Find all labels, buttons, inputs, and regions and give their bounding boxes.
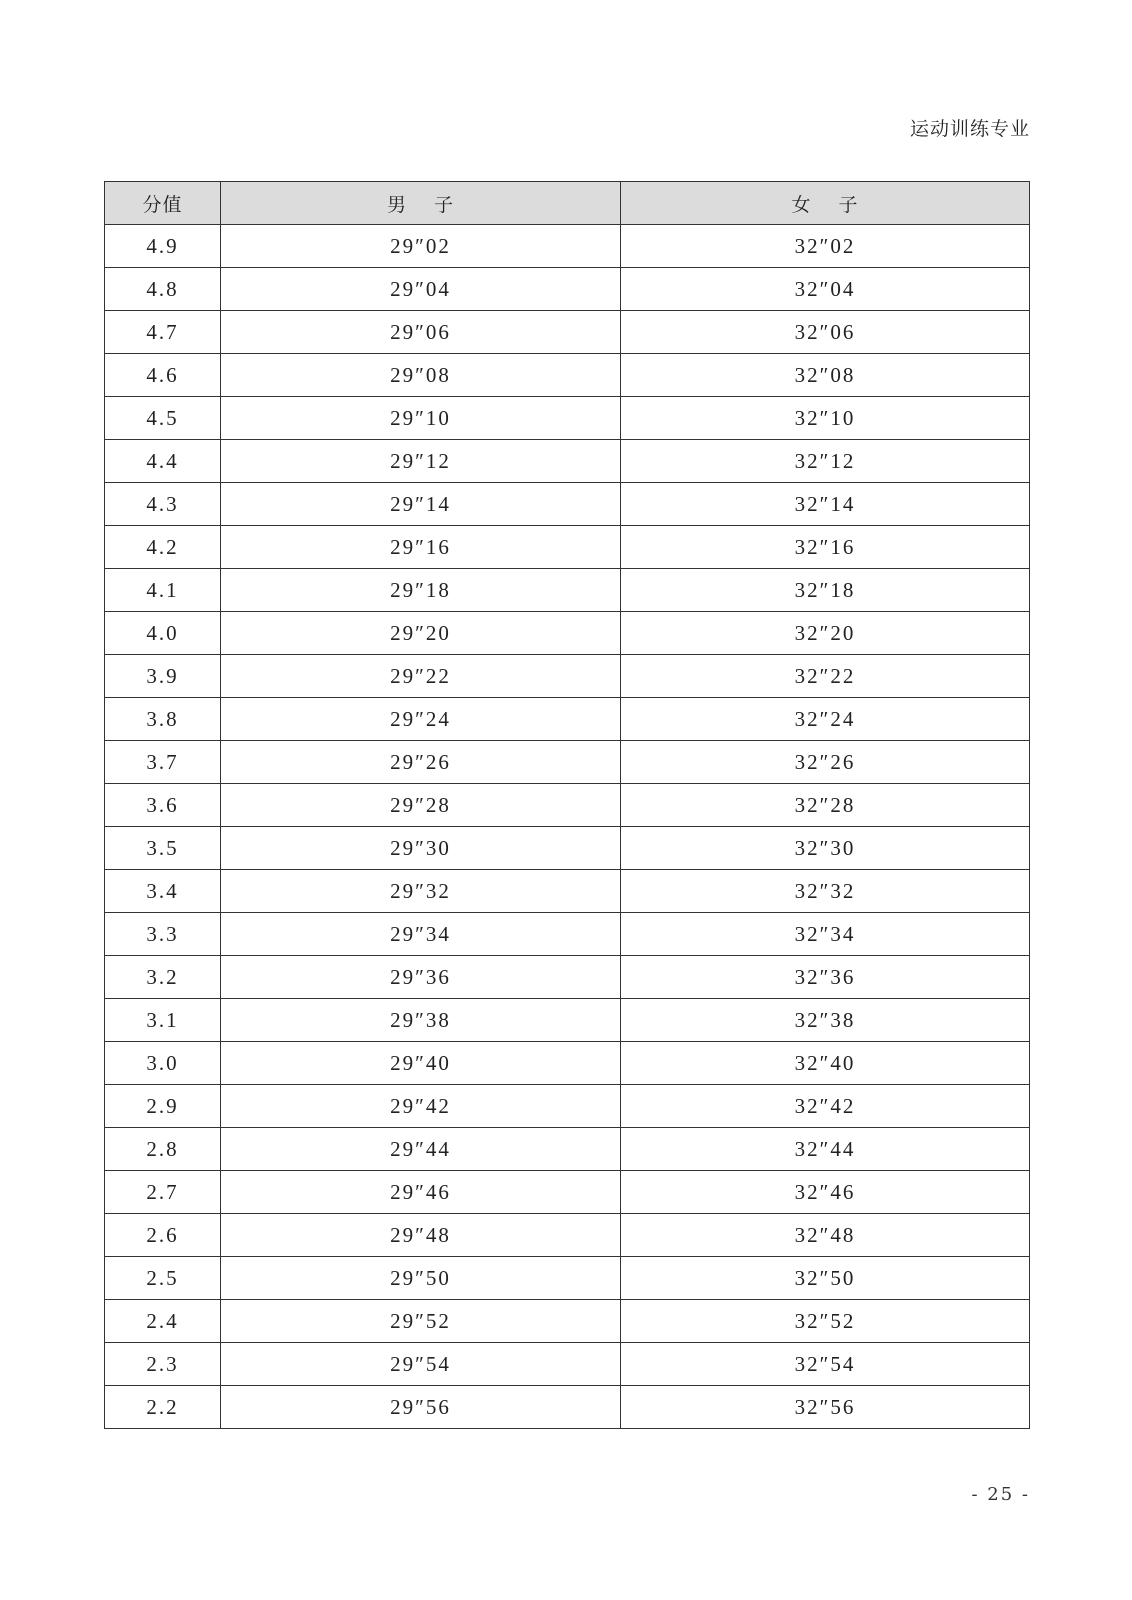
female-time-cell: 32″08 (621, 354, 1030, 397)
male-time-cell: 29″50 (221, 1257, 621, 1300)
score-cell: 4.4 (105, 440, 221, 483)
score-cell: 2.6 (105, 1214, 221, 1257)
table-row (105, 698, 1030, 741)
table-row (105, 1214, 1030, 1257)
table-row (105, 1257, 1030, 1300)
female-time-cell: 32″06 (621, 311, 1030, 354)
female-time-cell: 32″32 (621, 870, 1030, 913)
female-time-cell: 32″52 (621, 1300, 1030, 1343)
male-time-cell: 29″10 (221, 397, 621, 440)
male-time-cell: 29″52 (221, 1300, 621, 1343)
female-time-cell: 32″26 (621, 741, 1030, 784)
score-cell: 3.4 (105, 870, 221, 913)
score-cell: 2.7 (105, 1171, 221, 1214)
male-time-cell: 29″42 (221, 1085, 621, 1128)
score-cell: 3.0 (105, 1042, 221, 1085)
male-time-cell: 29″46 (221, 1171, 621, 1214)
table-row (105, 870, 1030, 913)
table-row (105, 311, 1030, 354)
table-row (105, 526, 1030, 569)
score-cell: 3.7 (105, 741, 221, 784)
score-cell: 3.5 (105, 827, 221, 870)
table-body (105, 225, 1030, 1429)
male-time-cell: 29″12 (221, 440, 621, 483)
female-time-cell: 32″56 (621, 1386, 1030, 1429)
score-cell: 3.8 (105, 698, 221, 741)
male-time-cell: 29″56 (221, 1386, 621, 1429)
score-cell: 2.2 (105, 1386, 221, 1429)
female-time-cell: 32″42 (621, 1085, 1030, 1128)
table-row (105, 1343, 1030, 1386)
table-row (105, 225, 1030, 268)
female-time-cell: 32″20 (621, 612, 1030, 655)
score-cell: 4.6 (105, 354, 221, 397)
score-cell: 4.9 (105, 225, 221, 268)
table-row (105, 354, 1030, 397)
male-time-cell: 29″26 (221, 741, 621, 784)
female-time-cell: 32″46 (621, 1171, 1030, 1214)
score-table (104, 181, 1030, 1429)
female-time-cell: 32″02 (621, 225, 1030, 268)
female-time-cell: 32″14 (621, 483, 1030, 526)
score-cell: 3.9 (105, 655, 221, 698)
table-row (105, 1171, 1030, 1214)
female-time-cell: 32″54 (621, 1343, 1030, 1386)
male-time-cell: 29″24 (221, 698, 621, 741)
female-time-cell: 32″24 (621, 698, 1030, 741)
running-title: 运动训练专业 (909, 118, 1030, 140)
score-cell: 4.0 (105, 612, 221, 655)
table-row (105, 612, 1030, 655)
score-cell: 4.7 (105, 311, 221, 354)
table-row (105, 1386, 1030, 1429)
table-row (105, 956, 1030, 999)
score-cell: 4.3 (105, 483, 221, 526)
table-row (105, 569, 1030, 612)
table-row (105, 827, 1030, 870)
score-cell: 2.3 (105, 1343, 221, 1386)
female-time-cell: 32″10 (621, 397, 1030, 440)
female-time-cell: 32″30 (621, 827, 1030, 870)
female-time-cell: 32″48 (621, 1214, 1030, 1257)
page-number: - 25 - (971, 1484, 1030, 1505)
table-row (105, 268, 1030, 311)
female-time-cell: 32″44 (621, 1128, 1030, 1171)
score-cell: 3.3 (105, 913, 221, 956)
male-time-cell: 29″32 (221, 870, 621, 913)
score-cell: 2.9 (105, 1085, 221, 1128)
score-cell: 3.6 (105, 784, 221, 827)
table-row (105, 655, 1030, 698)
female-time-cell: 32″18 (621, 569, 1030, 612)
male-time-cell: 29″38 (221, 999, 621, 1042)
female-time-cell: 32″22 (621, 655, 1030, 698)
table-row (105, 1085, 1030, 1128)
table-row (105, 741, 1030, 784)
female-time-cell: 32″36 (621, 956, 1030, 999)
table-row (105, 784, 1030, 827)
table-row (105, 1128, 1030, 1171)
table-row (105, 913, 1030, 956)
score-cell: 4.5 (105, 397, 221, 440)
table-row (105, 1042, 1030, 1085)
female-time-cell: 32″12 (621, 440, 1030, 483)
male-time-cell: 29″40 (221, 1042, 621, 1085)
score-cell: 4.2 (105, 526, 221, 569)
table-row (105, 483, 1030, 526)
male-time-cell: 29″34 (221, 913, 621, 956)
score-cell: 4.8 (105, 268, 221, 311)
column-header-male: 男 子 (221, 182, 621, 225)
female-time-cell: 32″04 (621, 268, 1030, 311)
score-cell: 2.5 (105, 1257, 221, 1300)
column-header-score: 分值 (105, 182, 221, 225)
male-time-cell: 29″36 (221, 956, 621, 999)
male-time-cell: 29″02 (221, 225, 621, 268)
male-time-cell: 29″08 (221, 354, 621, 397)
male-time-cell: 29″06 (221, 311, 621, 354)
female-time-cell: 32″28 (621, 784, 1030, 827)
male-time-cell: 29″48 (221, 1214, 621, 1257)
score-cell: 4.1 (105, 569, 221, 612)
table-row (105, 1300, 1030, 1343)
table-row (105, 999, 1030, 1042)
male-time-cell: 29″20 (221, 612, 621, 655)
female-time-cell: 32″50 (621, 1257, 1030, 1300)
female-time-cell: 32″38 (621, 999, 1030, 1042)
female-time-cell: 32″40 (621, 1042, 1030, 1085)
female-time-cell: 32″16 (621, 526, 1030, 569)
male-time-cell: 29″04 (221, 268, 621, 311)
table-row (105, 440, 1030, 483)
male-time-cell: 29″22 (221, 655, 621, 698)
table-header-row (105, 182, 1030, 225)
score-cell: 3.1 (105, 999, 221, 1042)
male-time-cell: 29″14 (221, 483, 621, 526)
score-cell: 2.8 (105, 1128, 221, 1171)
male-time-cell: 29″44 (221, 1128, 621, 1171)
male-time-cell: 29″18 (221, 569, 621, 612)
score-cell: 3.2 (105, 956, 221, 999)
male-time-cell: 29″28 (221, 784, 621, 827)
male-time-cell: 29″54 (221, 1343, 621, 1386)
score-cell: 2.4 (105, 1300, 221, 1343)
column-header-female: 女 子 (621, 182, 1030, 225)
male-time-cell: 29″16 (221, 526, 621, 569)
male-time-cell: 29″30 (221, 827, 621, 870)
table-row (105, 397, 1030, 440)
female-time-cell: 32″34 (621, 913, 1030, 956)
